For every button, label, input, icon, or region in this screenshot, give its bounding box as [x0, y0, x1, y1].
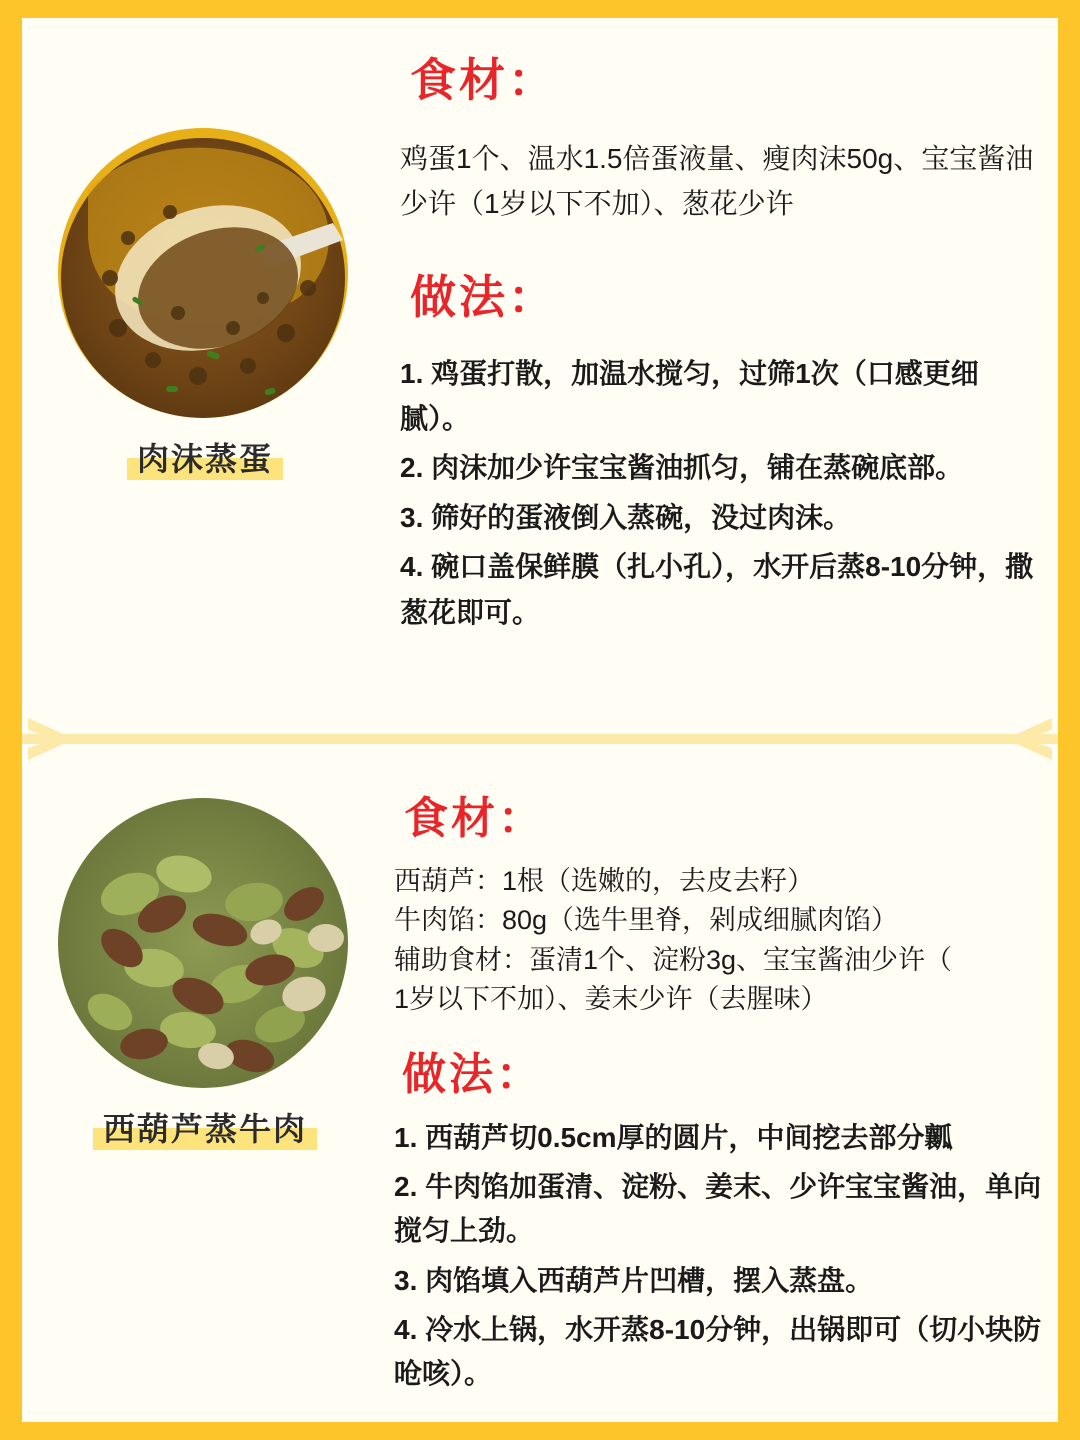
section-divider [22, 718, 1058, 760]
dish-title-text: 西葫芦蒸牛肉 [102, 1111, 308, 1147]
recipe-0-media [40, 128, 370, 482]
recipe-0-text [394, 44, 1042, 639]
steps-heading-0: 做法： [410, 270, 557, 323]
ingredient-line: 西葫芦：1根（选嫩的，去皮去籽） [394, 866, 815, 896]
dish-photo-zucchini-beef [58, 798, 348, 1088]
step-item: 1. 鸡蛋打散，加温水搅匀，过筛1次（口感更细腻）。 [400, 357, 979, 435]
step-item: 3. 肉馅填入西葫芦片凹槽，摆入蒸盘。 [394, 1264, 874, 1296]
step-item: 4. 碗口盖保鲜膜（扎小孔），水开后蒸8-10分钟，撒葱花即可。 [400, 551, 1034, 628]
divider-bar [22, 734, 1058, 744]
dish-title-zucchini-beef [93, 1102, 317, 1152]
steps-list-0 [394, 351, 1042, 635]
step-item: 2. 牛肉馅加蛋清、淀粉、姜末、少许宝宝酱油，单向搅匀上劲。 [394, 1171, 1042, 1246]
step-item: 2. 肉沫加少许宝宝酱油抓匀，铺在蒸碗底部。 [400, 452, 964, 484]
ingredients-body-0: 鸡蛋1个、温水1.5倍蛋液量、瘦肉沫50g、宝宝酱油少许（1岁以下不加）、葱花少许 [400, 143, 1034, 220]
ingredients-heading-0: 食材： [410, 54, 557, 106]
recipe-1-media [40, 798, 370, 1152]
recipe-1-text [390, 782, 1042, 1402]
recipe-section-zucchini-beef [22, 758, 1058, 1422]
ingredient-line: 牛肉馅：80g（选牛里脊，剁成细腻肉馅） [394, 905, 899, 936]
dish-title-steamed-egg [127, 432, 283, 482]
dish-photo-steamed-egg-graphic [58, 128, 348, 418]
ingredients-heading-1: 食材： [404, 794, 545, 843]
steps-heading-1: 做法： [402, 1049, 543, 1099]
recipe-section-steamed-egg [22, 18, 1058, 718]
ingredient-line: 辅助食材：蛋清1个、淀粉3g、宝宝酱油少许（ [394, 944, 953, 975]
ingredients-body-1 [394, 862, 1042, 1020]
ingredient-line: 1岁以下不加）、姜末少许（去腥味） [394, 984, 828, 1015]
step-item: 1. 西葫芦切0.5cm厚的圆片，中间挖去部分瓤 [394, 1121, 953, 1153]
steps-list-1 [390, 1116, 1042, 1396]
step-item: 4. 冷水上锅，水开蒸8-10分钟，出锅即可（切小块防呛咳）。 [394, 1314, 1042, 1389]
dish-photo-steamed-egg [58, 128, 348, 418]
step-item: 3. 筛好的蛋液倒入蒸碗，没过肉沫。 [400, 501, 852, 533]
recipe-card [22, 18, 1058, 1422]
dish-photo-zucchini-beef-graphic [58, 798, 348, 1088]
dish-title-text: 肉沫蒸蛋 [136, 441, 274, 477]
